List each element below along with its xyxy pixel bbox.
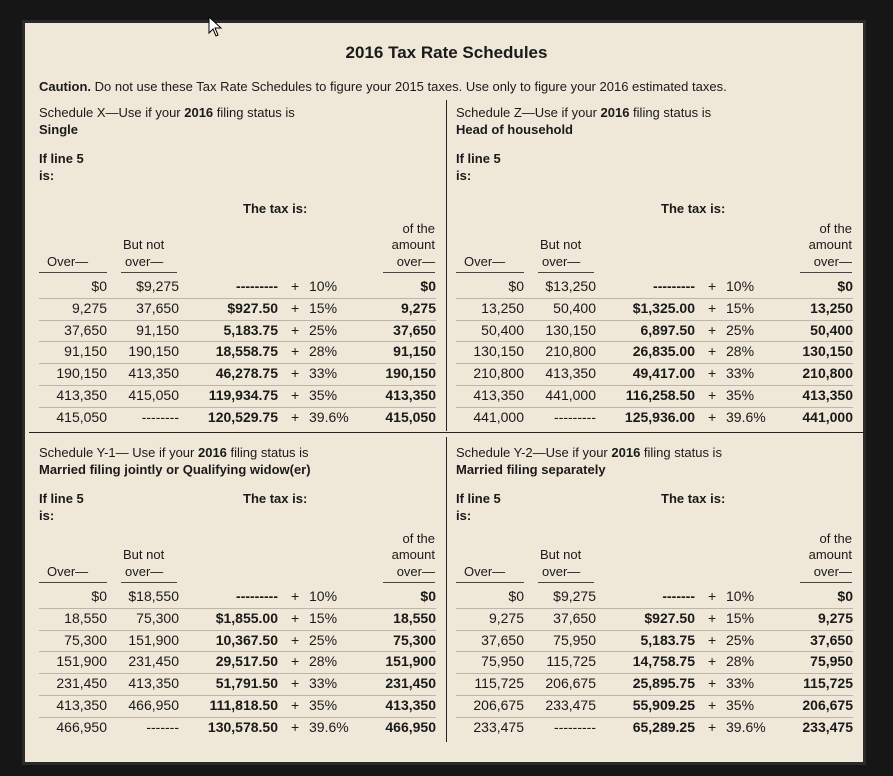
but-not-over-value: 190,150 xyxy=(128,343,179,360)
amount-header: amount xyxy=(808,237,852,252)
if-line-text: If line 5 xyxy=(39,491,84,506)
base-tax-value: 55,909.25 xyxy=(632,697,695,713)
but-not-over-value: 206,675 xyxy=(545,675,596,692)
but-not-over-header: over— xyxy=(125,564,164,579)
header-rule xyxy=(39,272,107,273)
plus-sign: + xyxy=(291,609,300,626)
base-tax-value: $927.50 xyxy=(644,609,695,626)
plus-sign: + xyxy=(291,675,300,692)
of-amount-over-value: 206,675 xyxy=(802,697,853,713)
rate-value: 25% xyxy=(726,321,755,338)
rate-value: 28% xyxy=(309,653,338,670)
base-tax-value: 5,183.75 xyxy=(223,321,278,338)
plus-sign: + xyxy=(708,631,717,648)
base-tax-value: --------- xyxy=(653,278,695,294)
of-amount-over-value: 75,950 xyxy=(810,653,853,670)
over-value: 13,250 xyxy=(481,299,524,316)
over-value: 413,350 xyxy=(56,387,107,403)
header-rule xyxy=(456,272,524,273)
of-amount-over-value: 190,150 xyxy=(385,365,436,382)
base-tax-value: 29,517.50 xyxy=(215,653,278,670)
base-tax-value: 130,578.50 xyxy=(207,718,278,735)
if-line-text: If line 5 xyxy=(39,151,84,166)
if-line-label xyxy=(39,150,84,184)
of-the-header: of the xyxy=(819,531,852,546)
rate-value: 28% xyxy=(726,343,755,360)
over-value: 151,900 xyxy=(56,653,107,670)
schedule-title-year: 2016 xyxy=(184,105,214,120)
of-the-header: of the xyxy=(819,221,852,236)
but-not-header: But not xyxy=(123,547,165,562)
plus-sign: + xyxy=(708,675,717,692)
but-not-over-value: 231,450 xyxy=(128,653,179,670)
but-not-over-value: 75,300 xyxy=(136,609,179,626)
over-value: 413,350 xyxy=(473,387,524,403)
is-text: is: xyxy=(39,168,55,183)
if-line-text: If line 5 xyxy=(456,491,501,506)
plus-sign: + xyxy=(291,343,300,360)
plus-sign: + xyxy=(291,321,300,338)
base-tax-value: 26,835.00 xyxy=(632,343,695,360)
of-amount-over-value: 18,550 xyxy=(393,609,436,626)
of-amount-over-value: $0 xyxy=(837,588,853,604)
rate-value: 35% xyxy=(309,387,338,403)
caution-text: Do not use these Tax Rate Schedules to figure your 2015 taxes. Use only to figure your 2016 estimated taxes. xyxy=(91,79,727,94)
schedule-title-suffix: filing status is xyxy=(629,105,712,120)
base-tax-value: 119,934.75 xyxy=(208,387,278,403)
plus-sign: + xyxy=(291,653,300,670)
but-not-over-value: 441,000 xyxy=(545,387,596,403)
but-not-over-value: --------- xyxy=(554,408,596,425)
of-amount-over-value: 9,275 xyxy=(817,609,853,626)
page-title: 2016 Tax Rate Schedules xyxy=(345,43,548,62)
is-text: is: xyxy=(39,508,55,523)
plus-sign: + xyxy=(291,365,300,382)
filing-status: Single xyxy=(39,122,79,137)
plus-sign: + xyxy=(708,278,717,294)
schedule-x xyxy=(39,104,449,434)
base-tax-value: --------- xyxy=(236,588,278,604)
base-tax-value: 46,278.75 xyxy=(215,365,278,382)
if-line-label xyxy=(456,490,501,524)
of-amount-over-value: 115,725 xyxy=(803,675,853,692)
of-amount-over-value: 13,250 xyxy=(810,299,853,316)
but-not-over-value: ------- xyxy=(146,718,179,735)
base-tax-value: 111,818.50 xyxy=(209,697,278,713)
plus-sign: + xyxy=(708,387,717,403)
base-tax-value: 14,758.75 xyxy=(632,653,695,670)
of-amount-over-value: $0 xyxy=(837,278,853,294)
rate-value: 25% xyxy=(726,631,755,648)
base-tax-value: $927.50 xyxy=(227,299,278,316)
over-value: 415,050 xyxy=(56,408,107,425)
amount-header: amount xyxy=(391,237,435,252)
over-value: 37,650 xyxy=(481,631,524,648)
over-value: 75,950 xyxy=(481,653,524,670)
but-not-over-value: 115,725 xyxy=(546,653,596,670)
of-amount-over-value: 210,800 xyxy=(802,365,853,382)
over-value: 9,275 xyxy=(71,299,107,316)
plus-sign: + xyxy=(291,278,300,294)
of-amount-over-value: 50,400 xyxy=(810,321,853,338)
of-amount-over-value: 130,150 xyxy=(802,343,853,360)
over-value: 18,550 xyxy=(64,609,107,626)
but-not-over-value: 91,150 xyxy=(136,321,179,338)
but-not-over-value: $18,550 xyxy=(128,588,179,604)
rate-value: 33% xyxy=(309,675,338,692)
if-line-text: If line 5 xyxy=(456,151,501,166)
plus-sign: + xyxy=(708,697,717,713)
plus-sign: + xyxy=(291,718,300,735)
rate-value: 39.6% xyxy=(309,718,349,735)
over-value: 231,450 xyxy=(56,675,107,692)
amount-over-header: over— xyxy=(813,564,852,579)
over-value: $0 xyxy=(508,588,524,604)
of-the-header: of the xyxy=(402,221,435,236)
base-tax-value: 125,936.00 xyxy=(624,408,695,425)
over-value: 115,725 xyxy=(474,675,524,692)
but-not-over-value: $9,275 xyxy=(136,278,179,294)
tax-is-label: The tax is: xyxy=(661,201,726,216)
of-amount-over-value: $0 xyxy=(420,588,436,604)
schedule-title xyxy=(456,104,711,138)
base-tax-value: 65,289.25 xyxy=(632,718,695,735)
but-not-header: But not xyxy=(123,237,165,252)
of-amount-over-value: 413,350 xyxy=(385,697,436,713)
over-value: 210,800 xyxy=(473,365,524,382)
of-amount-over-value: 413,350 xyxy=(802,387,853,403)
tax-is-label: The tax is: xyxy=(661,491,726,506)
rate-value: 15% xyxy=(309,609,338,626)
schedule-title-suffix: filing status is xyxy=(640,445,722,460)
base-tax-value: $1,855.00 xyxy=(215,609,278,626)
but-not-over-value: 37,650 xyxy=(553,609,596,626)
rate-value: 33% xyxy=(726,365,755,382)
over-value: $0 xyxy=(508,278,524,294)
rate-value: 35% xyxy=(726,697,755,713)
over-header: Over— xyxy=(464,254,506,269)
but-not-over-value: -------- xyxy=(141,408,179,425)
rate-value: 10% xyxy=(309,588,338,604)
rate-value: 33% xyxy=(726,675,755,692)
of-amount-over-value: 91,150 xyxy=(393,343,436,360)
but-not-header: But not xyxy=(540,547,582,562)
header-rule xyxy=(121,272,177,273)
plus-sign: + xyxy=(291,408,300,425)
schedule-title-prefix: Schedule X—Use if your xyxy=(39,105,185,120)
amount-header: amount xyxy=(808,547,852,562)
but-not-header: But not xyxy=(540,237,582,252)
plus-sign: + xyxy=(708,588,717,604)
of-amount-over-value: 415,050 xyxy=(385,408,436,425)
rate-value: 39.6% xyxy=(726,718,766,735)
schedule-title-prefix: Schedule Y-2—Use if your xyxy=(456,445,612,460)
but-not-over-value: 233,475 xyxy=(545,697,596,713)
rate-value: 28% xyxy=(726,653,755,670)
over-value: 130,150 xyxy=(473,343,524,360)
but-not-over-value: 413,350 xyxy=(128,365,179,382)
of-amount-over-value: 9,275 xyxy=(400,299,436,316)
rate-value: 15% xyxy=(726,609,755,626)
base-tax-value: 116,258.50 xyxy=(625,387,695,403)
of-the-header: of the xyxy=(402,531,435,546)
schedule-title-suffix: filing status is xyxy=(213,105,295,120)
schedule-title-year: 2016 xyxy=(197,445,227,460)
is-text: is: xyxy=(456,168,472,183)
filing-status: Married filing jointly or Qualifying widow(er) xyxy=(39,462,311,477)
header-rule xyxy=(383,582,435,583)
base-tax-value: 49,417.00 xyxy=(632,365,695,382)
over-value: 91,150 xyxy=(64,343,107,360)
plus-sign: + xyxy=(708,343,717,360)
over-value: $0 xyxy=(91,588,107,604)
amount-over-header: over— xyxy=(813,254,852,269)
header-rule xyxy=(383,272,435,273)
caution-label: Caution. xyxy=(39,79,91,94)
of-amount-over-value: 75,300 xyxy=(393,631,436,648)
base-tax-value: 25,895.75 xyxy=(632,675,695,692)
schedule-z xyxy=(456,104,866,434)
amount-over-header: over— xyxy=(396,254,435,269)
rate-value: 10% xyxy=(726,278,755,294)
header-rule xyxy=(800,582,852,583)
but-not-over-header: over— xyxy=(542,564,581,579)
over-value: 190,150 xyxy=(56,365,107,382)
but-not-over-value: 75,950 xyxy=(553,631,596,648)
header-rule xyxy=(800,272,852,273)
of-amount-over-value: 413,350 xyxy=(385,387,436,403)
of-amount-over-value: 37,650 xyxy=(393,321,436,338)
rate-value: 25% xyxy=(309,321,338,338)
plus-sign: + xyxy=(291,697,300,713)
rate-value: 33% xyxy=(309,365,338,382)
over-value: 233,475 xyxy=(473,718,524,735)
base-tax-value: $1,325.00 xyxy=(632,299,695,316)
schedule-title-prefix: Schedule Z—Use if your xyxy=(456,105,601,120)
but-not-over-value: 466,950 xyxy=(128,697,179,713)
but-not-over-value: 50,400 xyxy=(553,299,596,316)
rate-value: 10% xyxy=(309,278,338,294)
plus-sign: + xyxy=(708,299,717,316)
plus-sign: + xyxy=(708,653,717,670)
over-value: 441,000 xyxy=(473,408,524,425)
schedule-title-year: 2016 xyxy=(600,105,630,120)
plus-sign: + xyxy=(291,299,300,316)
plus-sign: + xyxy=(708,321,717,338)
rate-value: 15% xyxy=(309,299,338,316)
amount-over-header: over— xyxy=(396,564,435,579)
plus-sign: + xyxy=(708,718,717,735)
of-amount-over-value: $0 xyxy=(420,278,436,294)
of-amount-over-value: 441,000 xyxy=(802,408,853,425)
but-not-over-value: $13,250 xyxy=(545,278,596,294)
plus-sign: + xyxy=(291,387,300,403)
over-header: Over— xyxy=(464,564,506,579)
schedule-y1 xyxy=(39,444,449,774)
header-rule xyxy=(538,582,594,583)
rate-value: 35% xyxy=(309,697,338,713)
filing-status: Head of household xyxy=(456,122,573,137)
rate-value: 15% xyxy=(726,299,755,316)
plus-sign: + xyxy=(708,408,717,425)
but-not-over-value: 37,650 xyxy=(136,299,179,316)
is-text: is: xyxy=(456,508,472,523)
base-tax-value: --------- xyxy=(236,278,278,294)
of-amount-over-value: 233,475 xyxy=(802,718,853,735)
over-value: 50,400 xyxy=(481,321,524,338)
mouse-pointer-icon xyxy=(208,16,224,38)
schedule-title-year: 2016 xyxy=(611,445,641,460)
header-rule xyxy=(39,582,107,583)
schedule-title xyxy=(456,444,722,478)
but-not-over-value: 413,350 xyxy=(545,365,596,382)
but-not-over-value: --------- xyxy=(554,718,596,735)
base-tax-value: 6,897.50 xyxy=(640,321,695,338)
header-rule xyxy=(538,272,594,273)
rate-value: 28% xyxy=(309,343,338,360)
base-tax-value: 10,367.50 xyxy=(215,631,278,648)
rate-value: 39.6% xyxy=(309,408,349,425)
schedule-title xyxy=(39,444,311,478)
schedule-title xyxy=(39,104,295,138)
base-tax-value: 51,791.50 xyxy=(215,675,278,692)
plus-sign: + xyxy=(708,609,717,626)
of-amount-over-value: 231,450 xyxy=(385,675,436,692)
but-not-over-value: 130,150 xyxy=(545,321,596,338)
over-header: Over— xyxy=(47,564,89,579)
base-tax-value: ------- xyxy=(662,588,695,604)
tax-is-label: The tax is: xyxy=(243,491,308,506)
over-value: 9,275 xyxy=(488,609,524,626)
over-value: 75,300 xyxy=(64,631,107,648)
if-line-label xyxy=(456,150,501,184)
amount-header: amount xyxy=(391,547,435,562)
plus-sign: + xyxy=(291,631,300,648)
but-not-over-header: over— xyxy=(125,254,164,269)
base-tax-value: 120,529.75 xyxy=(207,408,278,425)
plus-sign: + xyxy=(708,365,717,382)
rate-value: 25% xyxy=(309,631,338,648)
but-not-over-value: 210,800 xyxy=(545,343,596,360)
schedule-title-suffix: filing status is xyxy=(226,445,309,460)
header-rule xyxy=(121,582,177,583)
over-value: 37,650 xyxy=(64,321,107,338)
filing-status: Married filing separately xyxy=(456,462,606,477)
of-amount-over-value: 151,900 xyxy=(385,653,436,670)
plus-sign: + xyxy=(291,588,300,604)
over-value: 466,950 xyxy=(56,718,107,735)
over-value: $0 xyxy=(91,278,107,294)
of-amount-over-value: 37,650 xyxy=(810,631,853,648)
header-rule xyxy=(456,582,524,583)
tax-is-label: The tax is: xyxy=(243,201,308,216)
schedule-y2 xyxy=(456,444,866,774)
base-tax-value: 18,558.75 xyxy=(215,343,278,360)
base-tax-value: 5,183.75 xyxy=(640,631,695,648)
caution-note xyxy=(39,79,727,94)
if-line-label xyxy=(39,490,84,524)
schedule-title-prefix: Schedule Y-1— Use if your xyxy=(39,445,198,460)
but-not-over-header: over— xyxy=(542,254,581,269)
but-not-over-value: 151,900 xyxy=(128,631,179,648)
over-value: 413,350 xyxy=(56,697,107,713)
rate-value: 35% xyxy=(726,387,755,403)
over-header: Over— xyxy=(47,254,89,269)
rate-value: 39.6% xyxy=(726,408,766,425)
but-not-over-value: $9,275 xyxy=(553,588,596,604)
rate-value: 10% xyxy=(726,588,755,604)
over-value: 206,675 xyxy=(473,697,524,713)
but-not-over-value: 413,350 xyxy=(128,675,179,692)
but-not-over-value: 415,050 xyxy=(128,387,179,403)
of-amount-over-value: 466,950 xyxy=(385,718,436,735)
